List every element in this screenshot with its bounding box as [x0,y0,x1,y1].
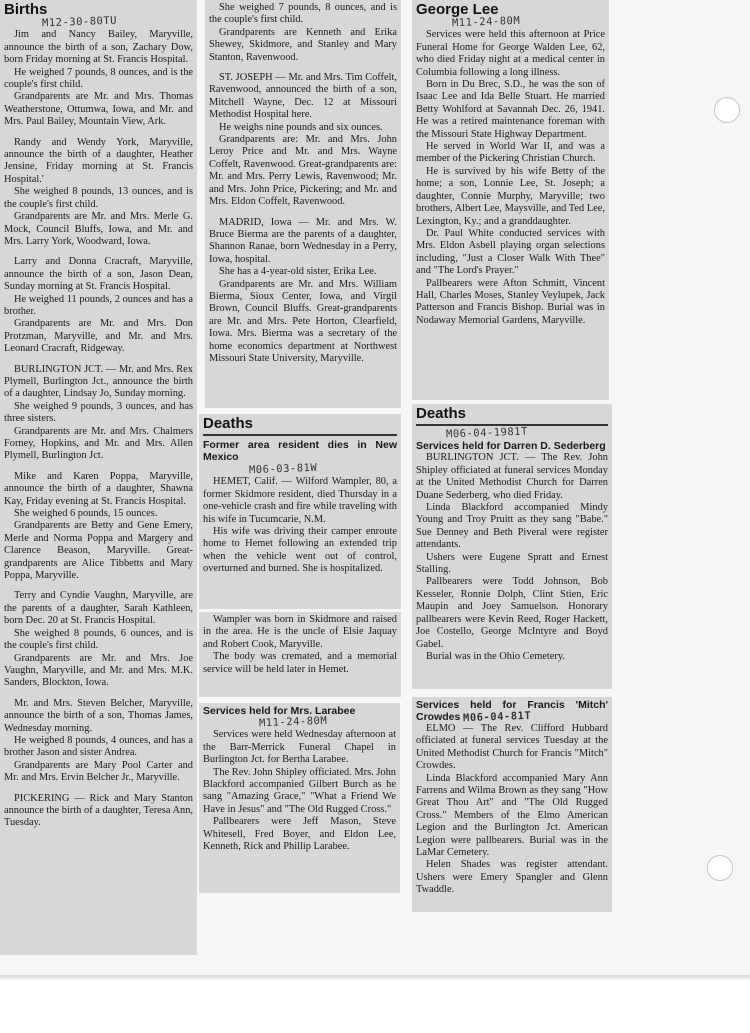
births-clipping-col2 [205,0,401,408]
handwritten-date: M06-04-1981T [445,425,529,441]
deaths-header: Deaths [203,415,254,432]
births-title: Births [4,1,48,18]
birth-paragraph: He weighed 7 pounds, 8 ounces, and is the couple's first child. [4,66,193,91]
page-edge-shadow [0,975,750,981]
george-lee-clipping [412,0,609,400]
birth-paragraph: Grandparents are Mr. and Mrs. Merle G. Mock, Council Bluffs, Iowa, and Mr. and Mrs. Larry York, Woodward, Iowa. [4,211,193,247]
handwritten-date: M06-03-81W [248,461,318,477]
birth-paragraph: Grandparents are Kenneth and Erika Shewey, Skidmore, and Stanley and Mary Stanton, Ravenwood. [209,26,397,63]
birth-paragraph: He weighed 11 pounds, 2 ounces and has a brother. [4,293,193,317]
wampler-clipping-top [199,414,401,609]
obituary-paragraph: Dr. Paul White conducted services with Mrs. Eldon Asbell playing organ selections including, "Just a Closer Walk With Thee" and "The Lord's Prayer." [416,227,605,277]
sederberg-clipping [412,404,612,689]
birth-paragraph: Grandparents are Mr. and Mrs. Joe Vaughn, Maryville, and Mr. and Mrs. M.K. Sanders, Blockton, Iowa. [4,652,193,689]
obituary-paragraph: Helen Shades was register attendant. Ushers were Emery Spangler and Glenn Twaddle. [416,859,608,896]
obituary-paragraph: HEMET, Calif. — Wilford Wampler, 80, a former Skidmore resident, died Thursday in a one-vehicle crash and fire while traveling with his wife in Tucumcarie, N.M. [203,476,397,525]
birth-paragraph: He weighed 8 pounds, 4 ounces, and has a brother Jason and sister Andrea. [4,734,193,759]
obituary-paragraph: Wampler was born in Skidmore and raised in the area. He is the uncle of Elsie Jaquay and Robert Cook, Maryville. [203,614,397,650]
birth-paragraph: Randy and Wendy York, Maryville, announce the birth of a daughter, Heather Jensine, Friday morning at St. Francis Hospital.' [4,136,193,185]
birth-paragraph: She weighed 8 pounds, 13 ounces, and is the couple's first child. [4,186,193,210]
birth-paragraph: Grandparents are Mr. and Mrs. Don Protzman, Maryville, and Mr. and Mrs. Leonard Cracraft, Ridgeway. [4,318,193,355]
obituary-paragraph: ELMO — The Rev. Clifford Hubbard officiated at funeral services Tuesday at the United Methodist Church for Francis "Mitch" Crowdes. [416,723,608,772]
george-lee-header: George Lee [416,1,499,18]
birth-paragraph: Jim and Nancy Bailey, Maryville, announce the birth of a son, Zachary Dow, born Friday morning at St. Francis Hospital. [4,29,193,66]
obituary-paragraph: Services were held Wednesday afternoon at the Barr-Merrick Funeral Chapel in Burlington Jct. for Bertha Larabee. [203,729,396,766]
birth-paragraph: ST. JOSEPH — Mr. and Mrs. Tim Coffelt, Ravenwood, announced the birth of a son, Mitchell Wayne, Dec. 12 at Missouri Methodist Hospital here. [209,72,397,121]
birth-paragraph: Mike and Karen Poppa, Maryville, announce the birth of a daughter, Shawna Kay, Friday evening at St. Francis Hospital. [4,470,193,507]
obituary-paragraph: His wife was driving their camper enroute home to Hemet following an extended trip when the vehicle went out of control, overturned and burned. She is hospitalized. [203,526,397,575]
obituary-paragraph: Ushers were Eugene Spratt and Ernest Stalling. [416,551,608,576]
obituary-paragraph: Pallbearers were Afton Schmitt, Vincent Hall, Charles Moses, Stanley Veylupek, Jack Patterson and Francis Bishop. Burial was in Nodaway Memorial Gardens, Maryville. [416,277,605,326]
obituary-paragraph: Burial was in the Ohio Cemetery. [426,650,565,662]
obituary-paragraph: He is survived by his wife Betty of the home; a son, Lonnie Lee, St. Joseph; a daughter, Connie Murphy, Maryville; two brothers, Albert Lee, Maysville, and Ted Lee, Lexington, Ky.; and a granddaughter. [416,165,605,227]
handwritten-date: M12-30-80TU [41,14,118,30]
binder-hole-bottom [707,855,733,881]
crowdes-subhead: Services held for Francis 'Mitch' Crowdes M06-04-81T [416,699,608,725]
birth-paragraph: Grandparents are Mr. and Mrs. Thomas Weatherstone, Ottumwa, Iowa, and Mr. and Mrs. Paul Bailey, Mountain View, Ark. [4,91,193,128]
binder-hole-top [714,97,740,123]
obituary-paragraph: Pallbearers were Todd Johnson, Bob Kesseler, Ronnie Dolph, Clint Stien, Eric Maupin and Joey Samuelson. Honorary pallbearers were Kevin Reed, Roger Hackett, Joe Costello, George McIntyre and Boyd Gabel. [416,576,608,650]
obituary-paragraph: Born in Du Brec, S.D., he was the son of Isaac Lee and Ida Belle Stuart. He married Betty Wohlford at Savannah Dec. 26, 1941. He was a retired maintenance foreman with the Missouri State Highway Department. [416,79,605,140]
birth-paragraph: She weighed 9 pounds, 3 ounces, and has three sisters. [4,400,193,425]
birth-paragraph: Grandparents are Mr. and Mrs. Chalmers Forney, Hopkins, and Mr. and Mrs. Allen Plymell, Burlington Jct. [4,425,193,462]
birth-paragraph: She has a 4-year-old sister, Erika Lee. [219,266,377,278]
obituary-paragraph: Services were held this afternoon at Price Funeral Home for George Walden Lee, 62, who died Friday night at a medical center in Columbia following a long illness. [416,29,605,78]
obituary-paragraph: Linda Blackford accompanied Mary Ann Farrens and Wilma Brown as they sang "How Great Thou Art" and "The Old Rugged Cross." Members of the Elmo American Legion and the Burlington Jct. American Legion were pallbearers. Burial was in the LaMar Cemetery. [416,772,608,859]
birth-paragraph: She weighed 8 pounds, 6 ounces, and is the couple's first child. [4,627,193,652]
birth-paragraph: He weighs nine pounds and six ounces. [219,121,383,133]
crowdes-clipping [412,697,612,912]
obituary-paragraph: Linda Blackford accompanied Mindy Young and Troy Pruitt as they sang "Babe." Sue Denney and Beth Piveral were register attendants. [416,502,608,551]
larabee-subhead: Services held for Mrs. Larabee [203,705,356,717]
birth-paragraph: MADRID, Iowa — Mr. and Mrs. W. Bruce Bierma are the parents of a daughter, Shannon Ranae, born Wednesday in a Perry, Iowa, hospital. [209,216,397,265]
wampler-subhead: Former area resident dies in New Mexico [203,439,397,463]
birth-paragraph: Grandparents are: Mr. and Mrs. John Leroy Price and Mr. and Mrs. Wayne Coffelt, Ravenwood. Great-grandparents are: Mr. and Mrs. Perry Lewis, Ravenwood; Mr. and Mrs. John Price, Pickering; and Mr. and Mrs. Eldon Coffelt, Ravenwood. [209,134,397,208]
obituary-paragraph: The body was cremated, and a memorial service will be held later in Hemet. [203,651,397,675]
births-clipping-col1 [0,0,197,955]
birth-paragraph: Mr. and Mrs. Steven Belcher, Maryville, announce the birth of a son, Thomas James, Wednesday morning. [4,697,193,734]
birth-paragraph: BURLINGTON JCT. — Mr. and Mrs. Rex Plymell, Burlington Jct., announce the birth of a daughter, Lindsay Jo, Sunday morning. [4,363,193,400]
birth-paragraph: Grandparents are Mr. and Mrs. William Bierma, Sioux Center, Iowa, and Virgil Brown, Council Bluffs. Great-grandparents are Mr. and Mrs. Pete Horton, Clearfield, Iowa. Mrs. Bierma was a secretary of the home economics department at Northwest Missouri State University, Maryville. [209,278,397,364]
header-rule [203,434,397,436]
birth-paragraph: PICKERING — Rick and Mary Stanton announce the birth of a daughter, Teresa Ann, Tuesday. [4,792,193,829]
handwritten-date: M11-24-80M [451,14,521,30]
birth-paragraph: Grandparents are Betty and Gene Emery, Merle and Norma Poppa and Margery and Clarence Beason, Maryville. Great-grandparents are Alice Tibbetts and Mary Poppa, Maryville. [4,520,193,582]
wampler-clipping-bottom [199,612,401,697]
handwritten-date: M06-04-81T [463,709,532,725]
birth-paragraph: She weighed 7 pounds, 8 ounces, and is the couple's first child. [209,2,397,26]
sederberg-subhead: Services held for Darren D. Sederberg [416,440,606,453]
handwritten-date: M11-24-80M [258,714,328,730]
birth-paragraph: She weighed 6 pounds, 15 ounces. [14,508,158,520]
obituary-paragraph: BURLINGTON JCT. — The Rev. John Shipley officiated at funeral services Monday at the United Methodist Church for Darren Duane Sederberg, who died Friday. [416,452,608,501]
deaths-header: Deaths [416,405,467,422]
larabee-clipping [199,703,400,893]
birth-paragraph: Larry and Donna Cracraft, Maryville, announce the birth of a son, Jason Dean, Sunday morning at St. Francis Hospital. [4,256,193,293]
birth-paragraph: Grandparents are Mary Pool Carter and Mr. and Mrs. Ervin Belcher Jr., Maryville. [4,759,193,784]
obituary-paragraph: He served in World War II, and was a member of the Pickering Christian Church. [416,141,605,165]
birth-paragraph: Terry and Cyndie Vaughn, Maryville, are the parents of a daughter, Sarah Kathleen, born Dec. 20 at St. Francis Hospital. [4,590,193,627]
obituary-paragraph: Pallbearers were Jeff Mason, Steve Whitesell, Fred Boyer, and Eldon Lee, Kenneth, Rick and Phillip Larabee. [203,816,396,853]
obituary-paragraph: The Rev. John Shipley officiated. Mrs. John Blackford accompanied Gilbert Burch as he sang "Amazing Grace," "What a Friend We Have in Jesus" and "The Old Rugged Cross." [203,766,396,815]
